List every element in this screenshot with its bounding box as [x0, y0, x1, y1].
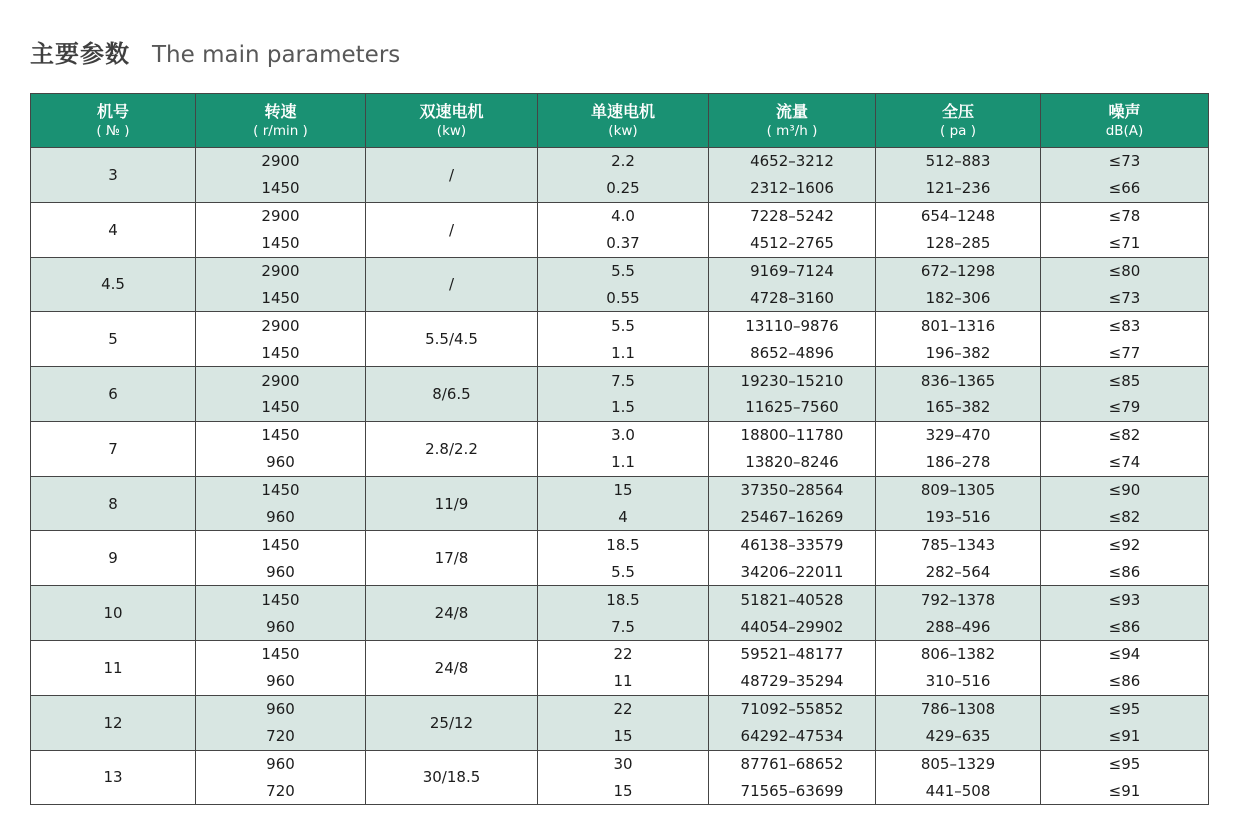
cell-pressure: 672–1298	[876, 257, 1041, 284]
page-title	[30, 34, 1210, 69]
cell-pressure: 792–1378	[876, 586, 1041, 613]
cell-pressure: 186–278	[876, 449, 1041, 476]
cell-speed: 1450	[196, 284, 366, 311]
cell-dual-motor: 2.8/2.2	[366, 421, 538, 476]
cell-single-motor: 5.5	[538, 558, 709, 585]
table-row	[31, 367, 1209, 394]
cell-noise: ≤73	[1041, 284, 1209, 311]
cell-speed: 1450	[196, 641, 366, 668]
cell-pressure: 806–1382	[876, 641, 1041, 668]
cell-pressure: 654–1248	[876, 202, 1041, 229]
table-row	[31, 230, 1209, 257]
cell-single-motor: 1.5	[538, 394, 709, 421]
cell-speed: 1450	[196, 586, 366, 613]
table-row	[31, 641, 1209, 668]
cell-single-motor: 1.1	[538, 339, 709, 366]
cell-flow: 46138–33579	[709, 531, 876, 558]
cell-pressure: 329–470	[876, 421, 1041, 448]
cell-speed: 2900	[196, 312, 366, 339]
cell-single-motor: 7.5	[538, 367, 709, 394]
cell-speed: 2900	[196, 257, 366, 284]
cell-machine-no: 4.5	[31, 257, 196, 312]
cell-noise: ≤79	[1041, 394, 1209, 421]
cell-speed: 960	[196, 695, 366, 722]
cell-single-motor: 4.0	[538, 202, 709, 229]
cell-dual-motor: /	[366, 257, 538, 312]
table-row	[31, 312, 1209, 339]
cell-pressure: 310–516	[876, 668, 1041, 695]
cell-single-motor: 11	[538, 668, 709, 695]
cell-pressure: 785–1343	[876, 531, 1041, 558]
header-label: 转速	[264, 102, 297, 122]
table-row	[31, 394, 1209, 421]
cell-noise: ≤82	[1041, 421, 1209, 448]
table-row	[31, 421, 1209, 448]
cell-noise: ≤73	[1041, 148, 1209, 175]
cell-flow: 48729–35294	[709, 668, 876, 695]
cell-pressure: 805–1329	[876, 750, 1041, 777]
cell-dual-motor: 11/9	[366, 476, 538, 531]
cell-dual-motor: 24/8	[366, 586, 538, 641]
cell-single-motor: 15	[538, 476, 709, 503]
cell-flow: 51821–40528	[709, 586, 876, 613]
cell-speed: 960	[196, 558, 366, 585]
cell-machine-no: 13	[31, 750, 196, 805]
cell-dual-motor: 24/8	[366, 641, 538, 696]
cell-flow: 9169–7124	[709, 257, 876, 284]
cell-pressure: 809–1305	[876, 476, 1041, 503]
column-header-speed	[196, 94, 366, 148]
cell-single-motor: 1.1	[538, 449, 709, 476]
table-row	[31, 476, 1209, 503]
cell-pressure: 786–1308	[876, 695, 1041, 722]
cell-single-motor: 18.5	[538, 586, 709, 613]
cell-speed: 1450	[196, 394, 366, 421]
cell-pressure: 282–564	[876, 558, 1041, 585]
cell-flow: 64292–47534	[709, 723, 876, 750]
cell-machine-no: 9	[31, 531, 196, 586]
cell-flow: 4512–2765	[709, 230, 876, 257]
cell-noise: ≤86	[1041, 558, 1209, 585]
cell-speed: 2900	[196, 202, 366, 229]
cell-noise: ≤85	[1041, 367, 1209, 394]
cell-noise: ≤91	[1041, 777, 1209, 804]
cell-noise: ≤90	[1041, 476, 1209, 503]
cell-pressure: 512–883	[876, 148, 1041, 175]
cell-machine-no: 6	[31, 367, 196, 422]
cell-speed: 960	[196, 668, 366, 695]
table-row	[31, 586, 1209, 613]
cell-single-motor: 15	[538, 777, 709, 804]
cell-dual-motor: 25/12	[366, 695, 538, 750]
cell-machine-no: 12	[31, 695, 196, 750]
column-header-single-motor	[538, 94, 709, 148]
cell-single-motor: 15	[538, 723, 709, 750]
cell-speed: 1450	[196, 421, 366, 448]
page-title-en: The main parameters	[152, 42, 401, 68]
table-row	[31, 339, 1209, 366]
table-row	[31, 284, 1209, 311]
table-row	[31, 257, 1209, 284]
header-label: 流量	[775, 102, 808, 122]
header-unit: dB(A)	[1105, 123, 1144, 140]
column-header-flow	[709, 94, 876, 148]
cell-noise: ≤94	[1041, 641, 1209, 668]
table-row	[31, 148, 1209, 175]
cell-single-motor: 2.2	[538, 148, 709, 175]
cell-machine-no: 8	[31, 476, 196, 531]
header-label: 机号	[96, 102, 129, 122]
cell-pressure: 182–306	[876, 284, 1041, 311]
table-row	[31, 777, 1209, 804]
cell-pressure: 441–508	[876, 777, 1041, 804]
cell-single-motor: 0.37	[538, 230, 709, 257]
cell-pressure: 128–285	[876, 230, 1041, 257]
cell-speed: 960	[196, 449, 366, 476]
cell-flow: 71092–55852	[709, 695, 876, 722]
table-row	[31, 202, 1209, 229]
cell-noise: ≤95	[1041, 750, 1209, 777]
cell-speed: 2900	[196, 367, 366, 394]
cell-single-motor: 0.25	[538, 175, 709, 202]
table-row	[31, 750, 1209, 777]
cell-single-motor: 22	[538, 695, 709, 722]
table-row	[31, 175, 1209, 202]
cell-noise: ≤66	[1041, 175, 1209, 202]
cell-flow: 25467–16269	[709, 504, 876, 531]
cell-noise: ≤91	[1041, 723, 1209, 750]
cell-dual-motor: 30/18.5	[366, 750, 538, 805]
cell-noise: ≤86	[1041, 668, 1209, 695]
table-row	[31, 504, 1209, 531]
cell-noise: ≤80	[1041, 257, 1209, 284]
cell-pressure: 121–236	[876, 175, 1041, 202]
header-label: 噪声	[1108, 102, 1141, 122]
cell-speed: 960	[196, 750, 366, 777]
header-label: 双速电机	[419, 102, 484, 122]
cell-machine-no: 3	[31, 148, 196, 203]
header-unit: (kw)	[436, 123, 467, 140]
cell-speed: 1450	[196, 175, 366, 202]
header-label: 全压	[941, 102, 974, 122]
column-header-dual-motor	[366, 94, 538, 148]
cell-pressure: 165–382	[876, 394, 1041, 421]
cell-flow: 19230–15210	[709, 367, 876, 394]
cell-speed: 1450	[196, 531, 366, 558]
cell-noise: ≤95	[1041, 695, 1209, 722]
cell-pressure: 801–1316	[876, 312, 1041, 339]
header-unit: ( r/min )	[253, 123, 308, 140]
cell-noise: ≤71	[1041, 230, 1209, 257]
table-row	[31, 613, 1209, 640]
cell-flow: 4652–3212	[709, 148, 876, 175]
column-header-noise	[1041, 94, 1209, 148]
cell-machine-no: 4	[31, 202, 196, 257]
cell-flow: 34206–22011	[709, 558, 876, 585]
cell-flow: 44054–29902	[709, 613, 876, 640]
cell-speed: 720	[196, 723, 366, 750]
cell-speed: 960	[196, 504, 366, 531]
column-header-machine-no	[31, 94, 196, 148]
table-header-row	[31, 94, 1209, 148]
cell-pressure: 193–516	[876, 504, 1041, 531]
cell-noise: ≤82	[1041, 504, 1209, 531]
column-header-pressure	[876, 94, 1041, 148]
cell-machine-no: 11	[31, 641, 196, 696]
header-unit: ( m³/h )	[766, 123, 818, 140]
cell-flow: 71565–63699	[709, 777, 876, 804]
table-row	[31, 449, 1209, 476]
header-unit: ( pa )	[940, 123, 976, 140]
cell-single-motor: 30	[538, 750, 709, 777]
cell-flow: 4728–3160	[709, 284, 876, 311]
cell-single-motor: 18.5	[538, 531, 709, 558]
cell-dual-motor: 5.5/4.5	[366, 312, 538, 367]
cell-pressure: 288–496	[876, 613, 1041, 640]
parameters-table	[30, 93, 1209, 805]
cell-noise: ≤93	[1041, 586, 1209, 613]
header-unit: ( № )	[96, 123, 130, 140]
cell-flow: 2312–1606	[709, 175, 876, 202]
table-row	[31, 558, 1209, 585]
cell-single-motor: 5.5	[538, 312, 709, 339]
cell-speed: 1450	[196, 339, 366, 366]
cell-noise: ≤77	[1041, 339, 1209, 366]
header-unit: (kw)	[608, 123, 638, 140]
cell-flow: 59521–48177	[709, 641, 876, 668]
cell-machine-no: 5	[31, 312, 196, 367]
cell-noise: ≤86	[1041, 613, 1209, 640]
cell-pressure: 196–382	[876, 339, 1041, 366]
cell-speed: 2900	[196, 148, 366, 175]
cell-dual-motor: 17/8	[366, 531, 538, 586]
cell-dual-motor: /	[366, 148, 538, 203]
page-title-zh: 主要参数	[30, 40, 130, 68]
cell-noise: ≤78	[1041, 202, 1209, 229]
table-row	[31, 531, 1209, 558]
cell-single-motor: 4	[538, 504, 709, 531]
cell-single-motor: 3.0	[538, 421, 709, 448]
cell-pressure: 429–635	[876, 723, 1041, 750]
cell-flow: 13820–8246	[709, 449, 876, 476]
table-row	[31, 723, 1209, 750]
table-row	[31, 695, 1209, 722]
cell-noise: ≤83	[1041, 312, 1209, 339]
table-row	[31, 668, 1209, 695]
cell-speed: 720	[196, 777, 366, 804]
cell-noise: ≤74	[1041, 449, 1209, 476]
cell-single-motor: 0.55	[538, 284, 709, 311]
cell-dual-motor: /	[366, 202, 538, 257]
cell-flow: 18800–11780	[709, 421, 876, 448]
cell-single-motor: 5.5	[538, 257, 709, 284]
cell-flow: 8652–4896	[709, 339, 876, 366]
cell-speed: 960	[196, 613, 366, 640]
cell-pressure: 836–1365	[876, 367, 1041, 394]
cell-flow: 11625–7560	[709, 394, 876, 421]
cell-single-motor: 7.5	[538, 613, 709, 640]
cell-single-motor: 22	[538, 641, 709, 668]
cell-flow: 37350–28564	[709, 476, 876, 503]
cell-flow: 7228–5242	[709, 202, 876, 229]
cell-flow: 87761–68652	[709, 750, 876, 777]
cell-noise: ≤92	[1041, 531, 1209, 558]
cell-dual-motor: 8/6.5	[366, 367, 538, 422]
cell-machine-no: 7	[31, 421, 196, 476]
cell-flow: 13110–9876	[709, 312, 876, 339]
header-label: 单速电机	[590, 102, 655, 122]
cell-machine-no: 10	[31, 586, 196, 641]
cell-speed: 1450	[196, 230, 366, 257]
cell-speed: 1450	[196, 476, 366, 503]
